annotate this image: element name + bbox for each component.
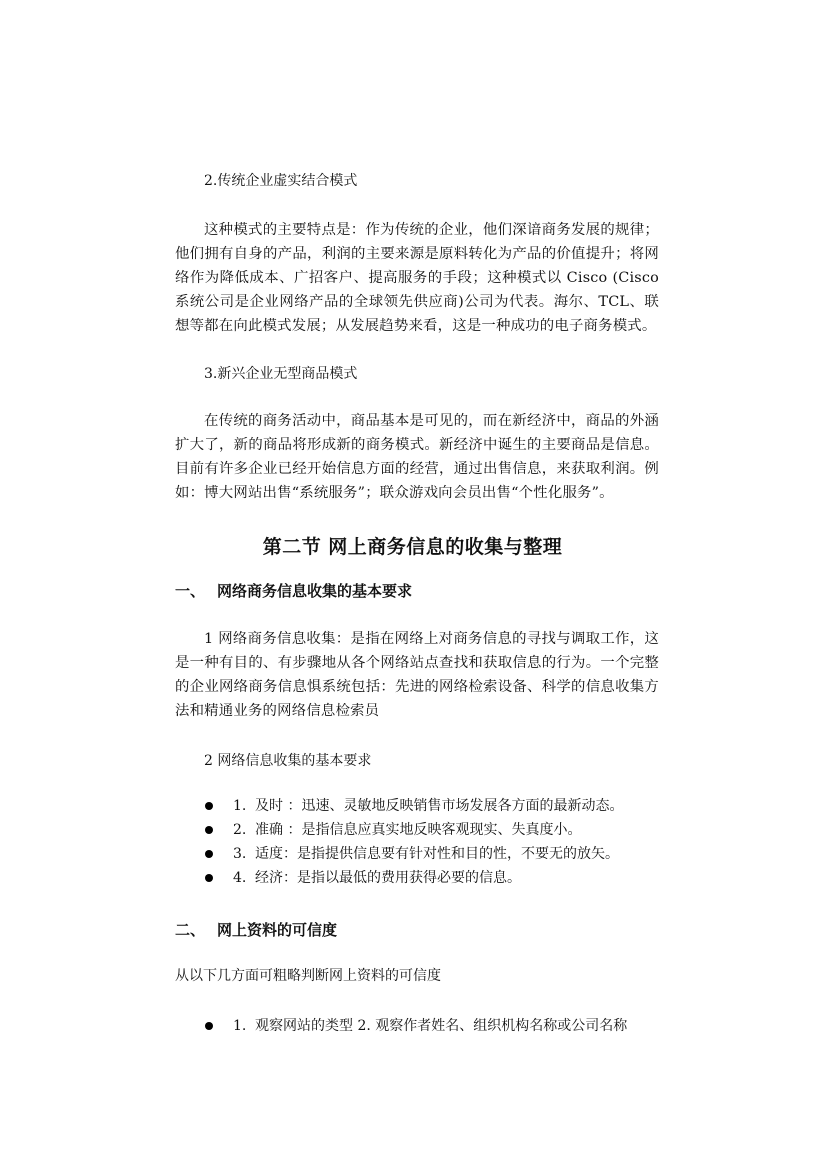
section2-title-text: 2.传统企业虚实结合模式 — [204, 173, 358, 189]
list-item — [175, 818, 659, 842]
bullet-icon — [205, 874, 213, 882]
chapter-title: 第二节 网上商务信息的收集与整理 — [262, 536, 563, 558]
heading-two-number: 二、 — [175, 921, 206, 939]
list-item-number: 3. — [233, 846, 247, 862]
section2-title — [175, 171, 659, 191]
list-item-text: 经济：是指以最低的费用获得必要的信息。 — [255, 870, 521, 886]
list-item-text: 观察网站的类型 2. 观察作者姓名、组织机构名称或公司名称 — [255, 1018, 628, 1034]
paragraph-one-text: 1 网络商务信息收集：是指在网络上对商务信息的寻找与调取工作，这是一种有目的、有步骤地从各个网络站点查找和获取信息的行为。一个完整的企业网络商务信息惧系统包括：先进的网络检索设备、科学的信息收集方法和精通业务的网络信息检索员 — [175, 631, 659, 719]
section3-paragraph-text: 在传统的商务活动中，商品基本是可见的，而在新经济中，商品的外涵扩大了，新的商品将形成新的商务模式。新经济中诞生的主要商品是信息。目前有许多企业已经开始信息方面的经营，通过出售信息，来获取利润。例如：博大网站出售“系统服务”；联众游戏向会员出售“个性化服务”。 — [175, 413, 659, 501]
section2-paragraph — [175, 218, 659, 338]
list-item — [175, 794, 659, 818]
bullet-icon — [205, 850, 213, 858]
list-item-number: 2. — [233, 822, 247, 838]
list-item-text: 准确 ：是指信息应真实地反映客观现实、失真度小。 — [255, 822, 582, 838]
subheading-two — [175, 751, 659, 771]
list-item — [175, 1014, 659, 1038]
heading-one-text: 网络商务信息收集的基本要求 — [217, 582, 413, 600]
heading-two — [175, 920, 659, 940]
list-item-text: 适度：是指提供信息要有针对性和目的性，不要无的放矢。 — [255, 846, 619, 862]
bullet-icon — [205, 802, 213, 810]
list-item-number: 1. — [233, 1018, 247, 1034]
subheading-two-text: 2 网络信息收集的基本要求 — [204, 753, 372, 769]
section3-paragraph — [175, 409, 659, 505]
section3-title-text: 3.新兴企业无型商品模式 — [204, 366, 358, 382]
bullet-icon — [205, 1022, 213, 1030]
intro-two-text: 从以下几方面可粗略判断网上资料的可信度 — [175, 968, 441, 984]
intro-two — [175, 966, 659, 986]
section3-title — [175, 364, 659, 384]
list-item-number: 4. — [233, 870, 247, 886]
list-item — [175, 842, 659, 866]
heading-one — [175, 581, 659, 601]
requirements-list — [175, 794, 659, 890]
heading-two-text: 网上资料的可信度 — [217, 921, 338, 939]
credibility-list — [175, 1014, 659, 1038]
bullet-icon — [205, 826, 213, 834]
list-item-text: 及时 ：迅速、灵敏地反映销售市场发展各方面的最新动态。 — [255, 798, 624, 814]
section2-paragraph-text: 这种模式的主要特点是：作为传统的企业，他们深谙商务发展的规律；他们拥有自身的产品，利润的主要来源是原料转化为产品的价值提升；将网络作为降低成本、广招客户、提高服务的手段；这种模式以 Cisco (Cisco 系统公司是企业网络产品的全球领先供应商)公司为代表。海尔、TCL、联想等都在向此模式发展；从发展趋势来看，这是一种成功的电子商务模式。 — [175, 222, 659, 334]
paragraph-one — [175, 627, 659, 723]
heading-one-number: 一、 — [175, 582, 206, 600]
list-item-number: 1. — [233, 798, 247, 814]
list-item — [175, 866, 659, 890]
